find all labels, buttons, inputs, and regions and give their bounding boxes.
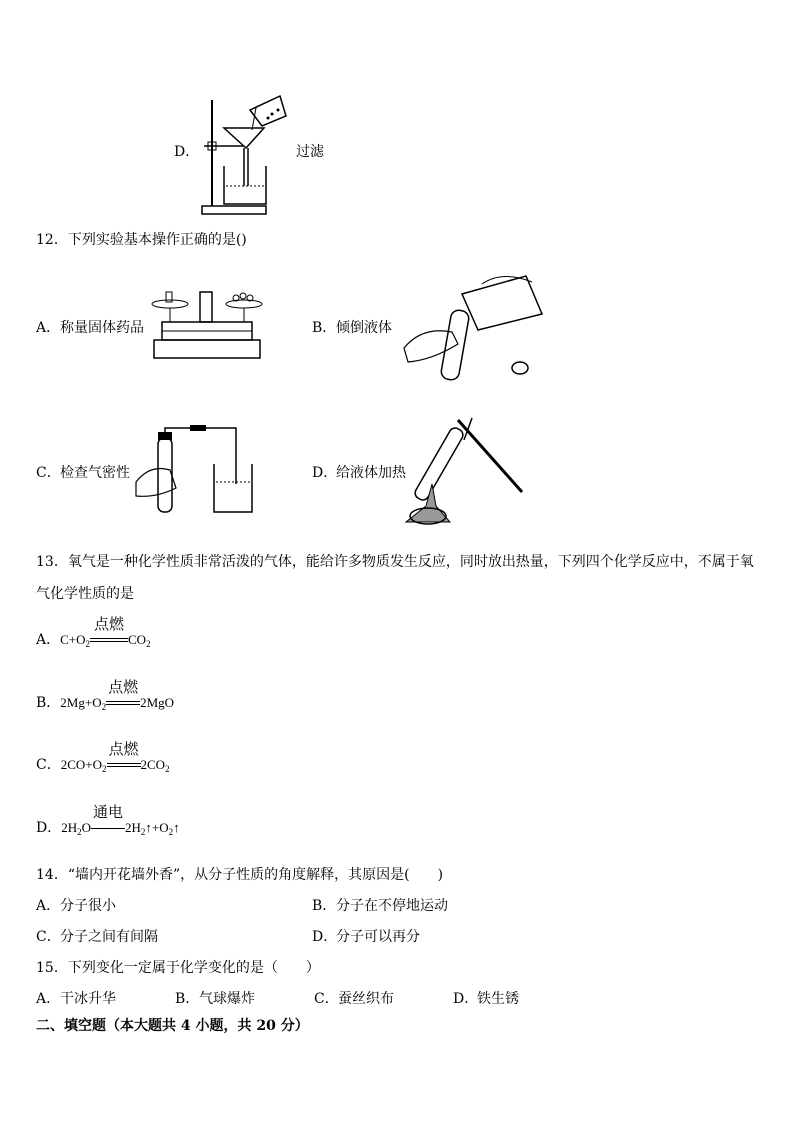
q15-option-d-letter: D． [453, 991, 479, 1007]
q14-stem: 14．“墙内开花墙外香”，从分子性质的角度解释，其原因是( ) [36, 867, 444, 883]
q13-option-b-letter: B． [36, 695, 61, 711]
q12-option-c-text: 检查气密性 [60, 465, 130, 481]
reaction-arrow [91, 803, 125, 836]
subscript: 2 [165, 764, 170, 774]
subscript: 2 [85, 639, 91, 649]
q12-option-a-letter: A． [36, 320, 61, 336]
reactants: 2CO+O [60, 757, 102, 772]
reaction-condition: 通电 [93, 803, 124, 821]
q14-option-d-text: 分子可以再分 [336, 929, 420, 945]
q14-option-d-letter: D． [312, 929, 338, 945]
reaction-arrow [90, 615, 128, 648]
q15-stem: 15．下列变化一定属于化学变化的是（ ） [36, 960, 320, 976]
reactants-tail: O [81, 820, 92, 835]
q12-option-c-letter: C． [36, 465, 61, 481]
q15-option-d-text: 铁生锈 [477, 991, 519, 1007]
gas-arrow: ↑ [173, 820, 180, 835]
q15-option-b-text: 气球爆炸 [199, 991, 255, 1007]
subscript: 2 [140, 827, 146, 837]
q14-option-a-text: 分子很小 [60, 898, 116, 914]
q14-option-c-text: 分子之间有间隔 [60, 929, 158, 945]
balance-scale-image [148, 286, 266, 362]
filtration-apparatus-image [198, 94, 290, 218]
heating-liquid-image [402, 414, 532, 530]
q12-option-d-text: 给液体加热 [336, 465, 406, 481]
q15-option-c-text: 蚕丝织布 [338, 991, 394, 1007]
reaction-condition: 点燃 [94, 615, 125, 633]
subscript: 2 [101, 702, 107, 712]
q14-option-b-text: 分子在不停地运动 [336, 898, 448, 914]
q14-option-a-letter: A． [36, 898, 61, 914]
reactants: 2H [61, 820, 78, 835]
q15-option-c-letter: C． [314, 991, 339, 1007]
q14-option-b-letter: B． [312, 898, 337, 914]
subscript: 2 [77, 827, 82, 837]
q13-stem-line1: 13．氧气是一种化学性质非常活泼的气体，能给许多物质发生反应，同时放出热量，下列四个化学反应中，不属于氧 [36, 554, 754, 570]
q13-option-b [36, 678, 175, 712]
q15-option-a-text: 干冰升华 [60, 991, 116, 1007]
subscript: 2 [168, 827, 174, 837]
airtightness-check-image [132, 424, 254, 518]
reactants: 2Mg+O [60, 695, 102, 710]
q12-option-b-text: 倾倒液体 [336, 320, 392, 336]
q13-option-c-letter: C． [36, 757, 61, 773]
q12-option-b-letter: B． [312, 320, 337, 336]
products: 2H [125, 820, 141, 835]
products: CO [128, 632, 147, 647]
reaction-arrow [106, 678, 140, 711]
subscript: 2 [146, 639, 151, 649]
q13-option-a [36, 615, 151, 649]
reactants: C+O [60, 632, 86, 647]
q11-option-d-letter: D． [174, 144, 200, 160]
reaction-condition: 点燃 [108, 678, 139, 696]
pouring-liquid-image [402, 270, 552, 386]
q15-option-a-letter: A． [36, 991, 61, 1007]
reaction-arrow [107, 740, 141, 773]
q13-option-d [36, 803, 180, 837]
q11-option-d-label: 过滤 [296, 144, 324, 160]
q13-stem-line2: 气化学性质的是 [36, 586, 134, 602]
q15-option-b-letter: B． [175, 991, 200, 1007]
q14-option-c-letter: C． [36, 929, 61, 945]
q12-option-a-text: 称量固体药品 [60, 320, 144, 336]
q13-option-c [36, 740, 170, 774]
q12-option-d-letter: D． [312, 465, 338, 481]
q12-stem: 12．下列实验基本操作正确的是() [36, 232, 247, 248]
section-heading: 二、填空题（本大题共 4 小题，共 20 分） [36, 1018, 309, 1034]
products-tail: ↑+O [145, 820, 169, 835]
subscript: 2 [102, 764, 107, 774]
q13-option-a-letter: A． [36, 632, 61, 648]
q13-option-d-letter: D． [36, 820, 62, 836]
products: 2CO [140, 757, 166, 772]
reaction-condition: 点燃 [108, 740, 139, 758]
products: 2MgO [140, 695, 175, 710]
